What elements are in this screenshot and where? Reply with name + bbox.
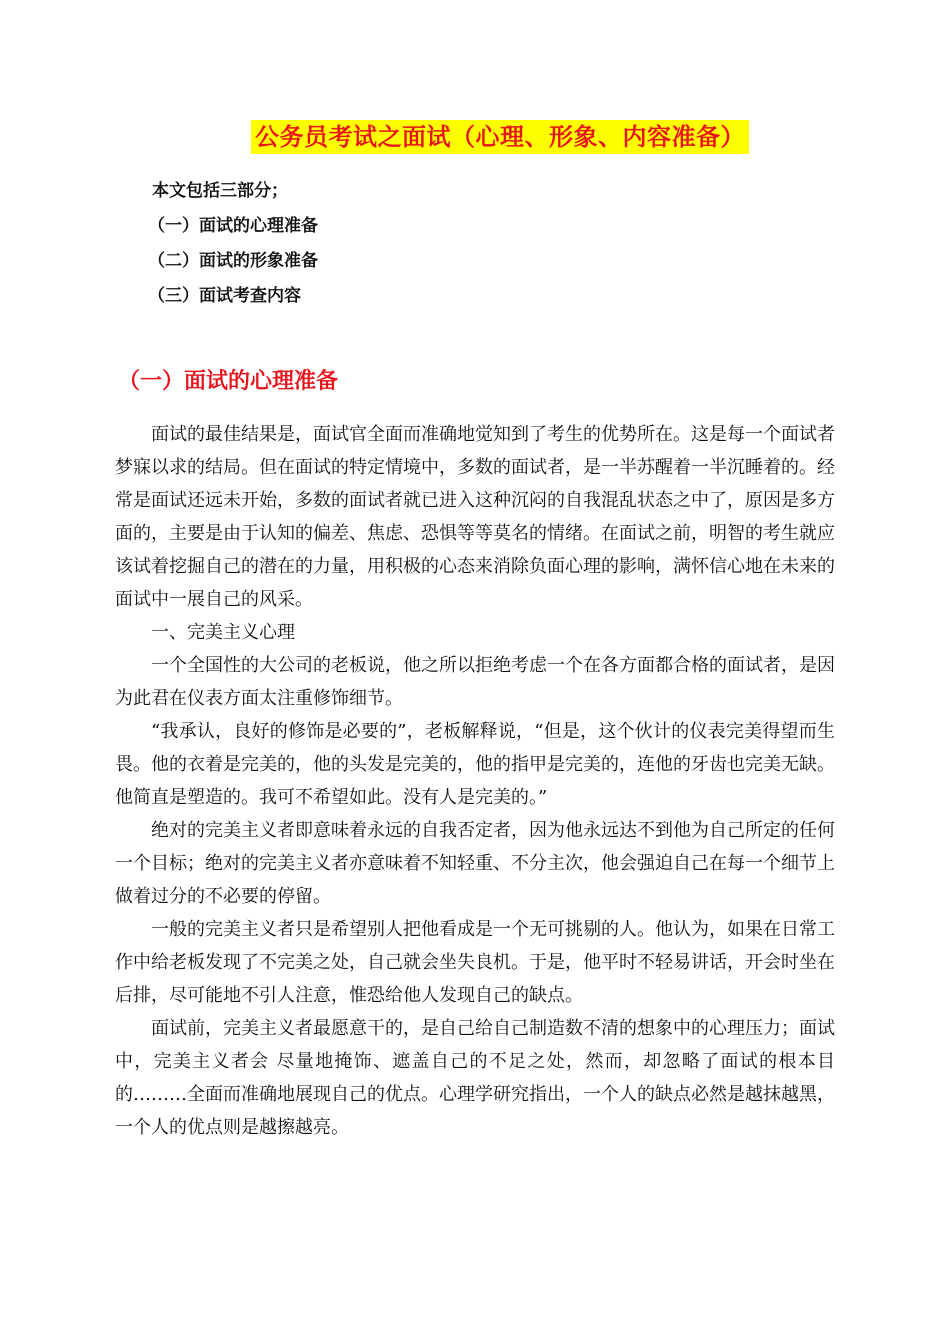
- section-heading: （一）面试的心理准备: [118, 369, 339, 394]
- table-of-contents: [148, 180, 318, 320]
- paragraph-intro: 面试的最佳结果是，面试官全面而准确地觉知到了考生的优势所在。这是每一个面试者梦寐以求的结局。但在面试的特定情境中，多数的面试者，是一半苏醒着一半沉睡着的。经常是面试还远未开始，多数的面试者就已进入这种沉闷的自我混乱状态之中了，原因是多方面的，主要是由于认知的偏差、焦虑、恐惧等等莫名的情绪。在面试之前，明智的考生就应该试着挖掘自己的潜在的力量，用积极的心态来消除负面心理的影响，满怀信心地在未来的面试中一展自己的风采。: [115, 424, 835, 610]
- paragraph-boss-quote: “我承认，良好的修饰是必要的”，老板解释说，“但是，这个伙计的仪表完美得望而生畏。他的衣着是完美的，他的头发是完美的，他的指甲是完美的，连他的牙齿也完美无缺。他简直是塑造的。我可不希望如此。没有人是完美的。”: [115, 721, 835, 808]
- toc-item-1: （一）面试的心理准备: [148, 216, 318, 236]
- toc-item-3: （三）面试考查内容: [148, 286, 301, 306]
- paragraph-before-interview: 面试前，完美主义者最愿意干的，是自己给自己制造数不清的想象中的心理压力；面试中，完美主义者会 尽量地掩饰、遮盖自己的不足之处，然而，却忽略了面试的根本目的………全面而准确地展现自己的优点。心理学研究指出，一个人的缺点必然是越抹越黑，一个人的优点则是越擦越亮。: [115, 1018, 835, 1138]
- paragraph-boss-anecdote: 一个全国性的大公司的老板说，他之所以拒绝考虑一个在各方面都合格的面试者，是因为此君在仪表方面太注重修饰细节。: [115, 655, 835, 709]
- toc-intro: 本文包括三部分；: [152, 181, 288, 201]
- paragraph-absolute-perfectionist: 绝对的完美主义者即意味着永远的自我否定者，因为他永远达不到他为自己所定的任何一个目标；绝对的完美主义者亦意味着不知轻重、不分主次，他会强迫自己在每一个细节上做着过分的不必要的停留。: [115, 820, 835, 907]
- title-container: [0, 120, 950, 154]
- toc-item-2: （二）面试的形象准备: [148, 251, 318, 271]
- subheading-perfectionism: 一、完美主义心理: [151, 622, 295, 643]
- paragraph-general-perfectionist: 一般的完美主义者只是希望别人把他看成是一个无可挑剔的人。他认为，如果在日常工作中给老板发现了不完美之处，自己就会坐失良机。于是，他平时不轻易讲话，开会时坐在后排，尽可能地不引人注意，惟恐给他人发现自己的缺点。: [115, 919, 835, 1006]
- body-text: [115, 418, 835, 1144]
- document-title: 公务员考试之面试（心理、形象、内容准备）: [251, 120, 749, 154]
